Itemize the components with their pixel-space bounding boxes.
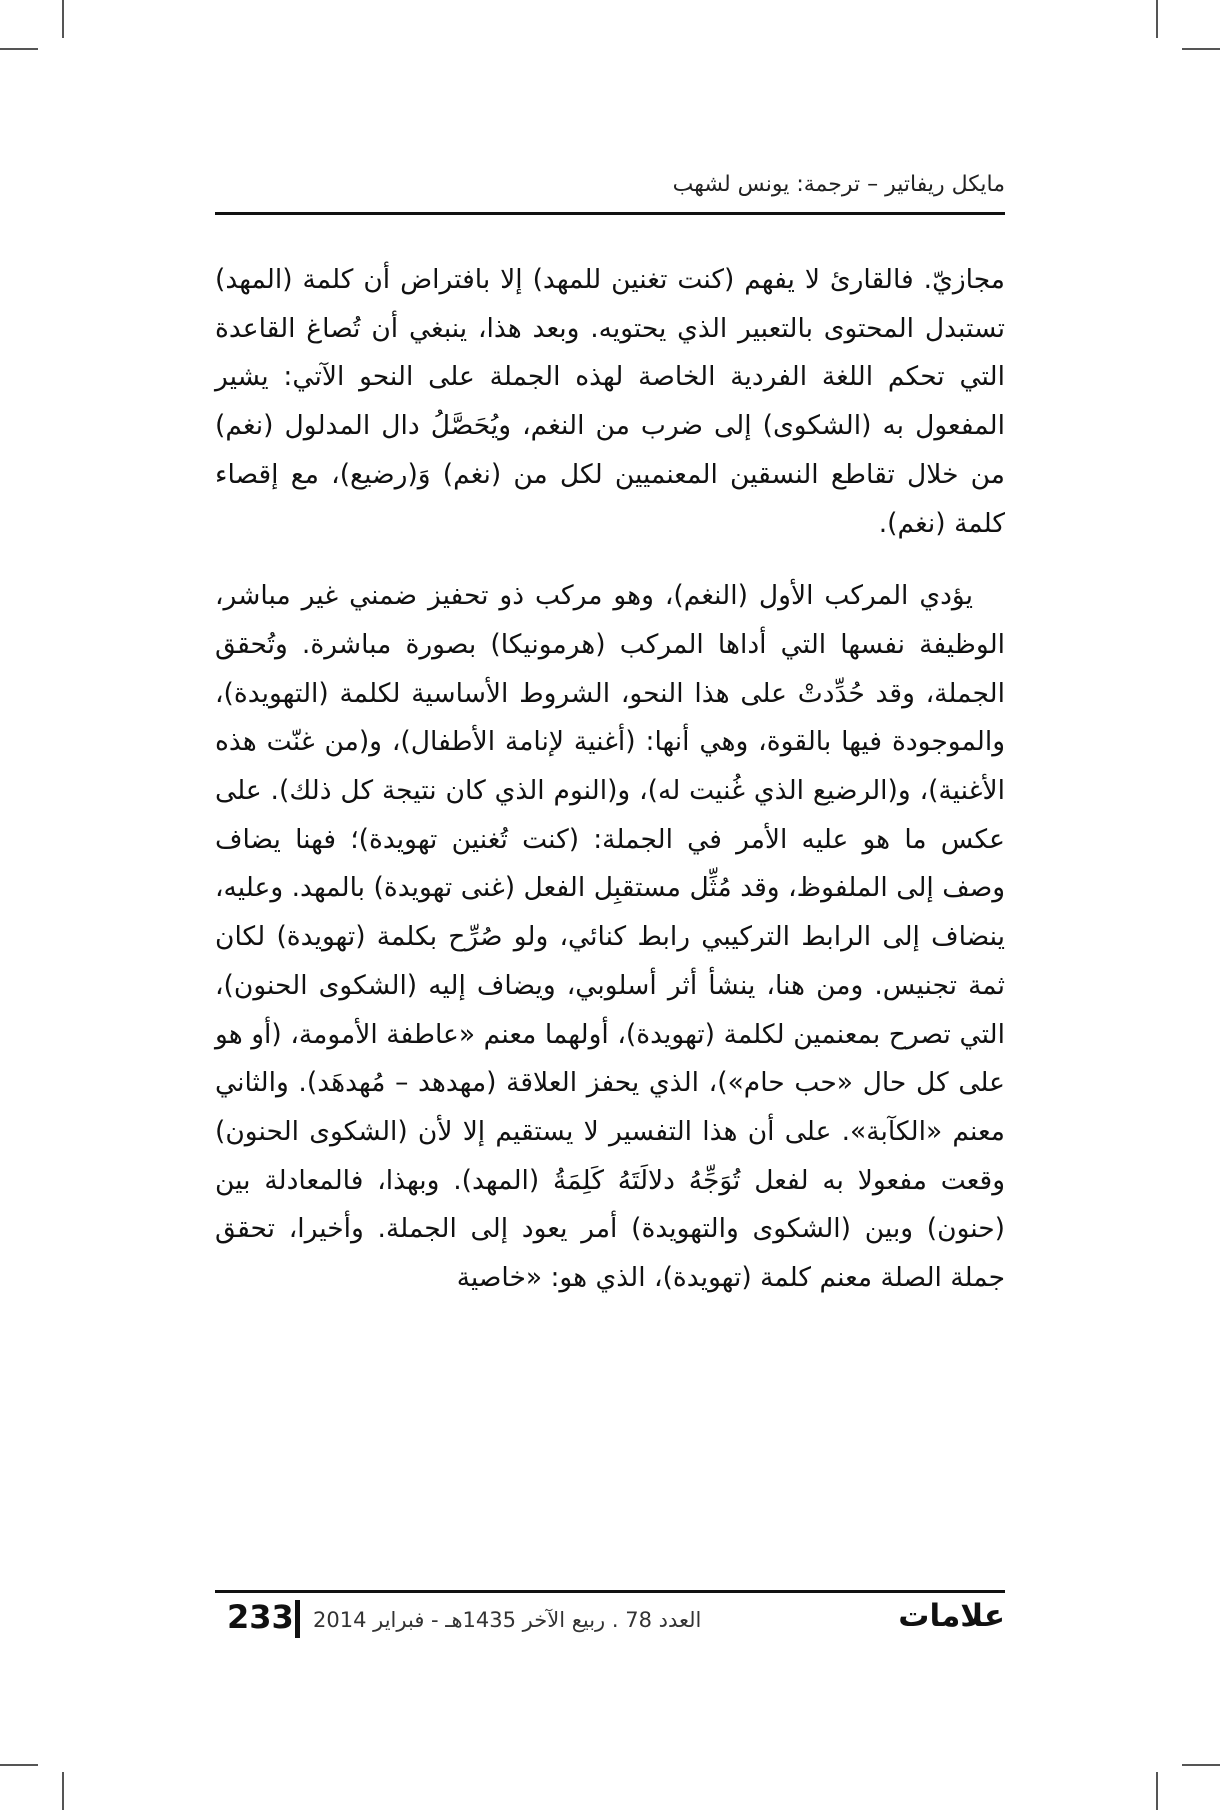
running-header: مايكل ريفاتير – ترجمة: يونس لشهب — [672, 172, 1005, 197]
crop-mark — [62, 0, 64, 38]
header-divider — [215, 212, 1005, 215]
crop-mark — [1182, 48, 1220, 50]
issue-info: العدد 78 . ربيع الآخر 1435هـ - فبراير 2014 — [313, 1608, 702, 1632]
crop-mark — [1182, 1764, 1220, 1766]
crop-mark — [0, 48, 38, 50]
journal-logo: علامات — [898, 1598, 1005, 1634]
page-footer — [215, 1598, 1005, 1642]
crop-mark — [1156, 1772, 1158, 1810]
crop-mark — [1156, 0, 1158, 38]
footer-separator — [295, 1600, 300, 1638]
crop-mark — [62, 1772, 64, 1810]
footer-divider — [215, 1590, 1005, 1593]
paragraph: مجازيّ. فالقارئ لا يفهم (كنت تغنين للمهد) إلا بافتراض أن كلمة (المهد) تستبدل المحتوى بالتعبير الذي يحتويه. وبعد هذا، ينبغي أن تُصاغ القاعدة التي تحكم اللغة الفردية الخاصة لهذه الجملة على النحو الآتي: يشير المفعول به (الشكوى) إلى ضرب من النغم، ويُحَصَّلُ دال المدلول (نغم) من خلال تقاطع النسقين المعنميين لكل من (نغم) وَ(رضيع)، مع إقصاء كلمة (نغم). — [215, 264, 1005, 539]
paragraph: يؤدي المركب الأول (النغم)، وهو مركب ذو تحفيز ضمني غير مباشر، الوظيفة نفسها التي أداها المركب (هرمونيكا) بصورة مباشرة. وتُحقق الجملة، وقد حُدِّدتْ على هذا النحو، الشروط الأساسية لكلمة (التهويدة)، والموجودة فيها بالقوة، وهي أنها: (أغنية لإنامة الأطفال)، و(من غنّت هذه الأغنية)، و(الرضيع الذي غُنيت له)، و(النوم الذي كان نتيجة كل ذلك). على عكس ما هو عليه الأمر في الجملة: (كنت تُغنين تهويدة)؛ فهنا يضاف وصف إلى الملفوظ، وقد مُثِّل مستقبِل الفعل (غنى تهويدة) بالمهد. وعليه، ينضاف إلى الرابط التركيبي رابط كنائي، ولو صُرِّح بكلمة (تهويدة) لكان ثمة تجنيس. ومن هنا، ينشأ أثر أسلوبي، ويضاف إليه (الشكوى الحنون)، التي تصرح بمعنمين لكلمة (تهويدة)، أولهما معنم «عاطفة الأمومة، (أو هو على كل حال «حب حام»)، الذي يحفز العلاقة (مهدهد – مُهدهَد). والثاني معنم «الكآبة». على أن هذا التفسير لا يستقيم إلا لأن (الشكوى الحنون) وقعت مفعولا به لفعل تُوَجِّهُ دلالَتَهُ كَلِمَةُ (المهد). وبهذا، فالمعادلة بين (حنون) وبين (الشكوى والتهويدة) أمر يعود إلى الجملة. وأخيرا، تحقق جملة الصلة معنم كلمة (تهويدة)، الذي هو: «خاصية — [215, 580, 1005, 1294]
crop-mark — [0, 1764, 38, 1766]
page-number: 233 — [227, 1598, 294, 1636]
article-body — [215, 256, 1005, 1303]
